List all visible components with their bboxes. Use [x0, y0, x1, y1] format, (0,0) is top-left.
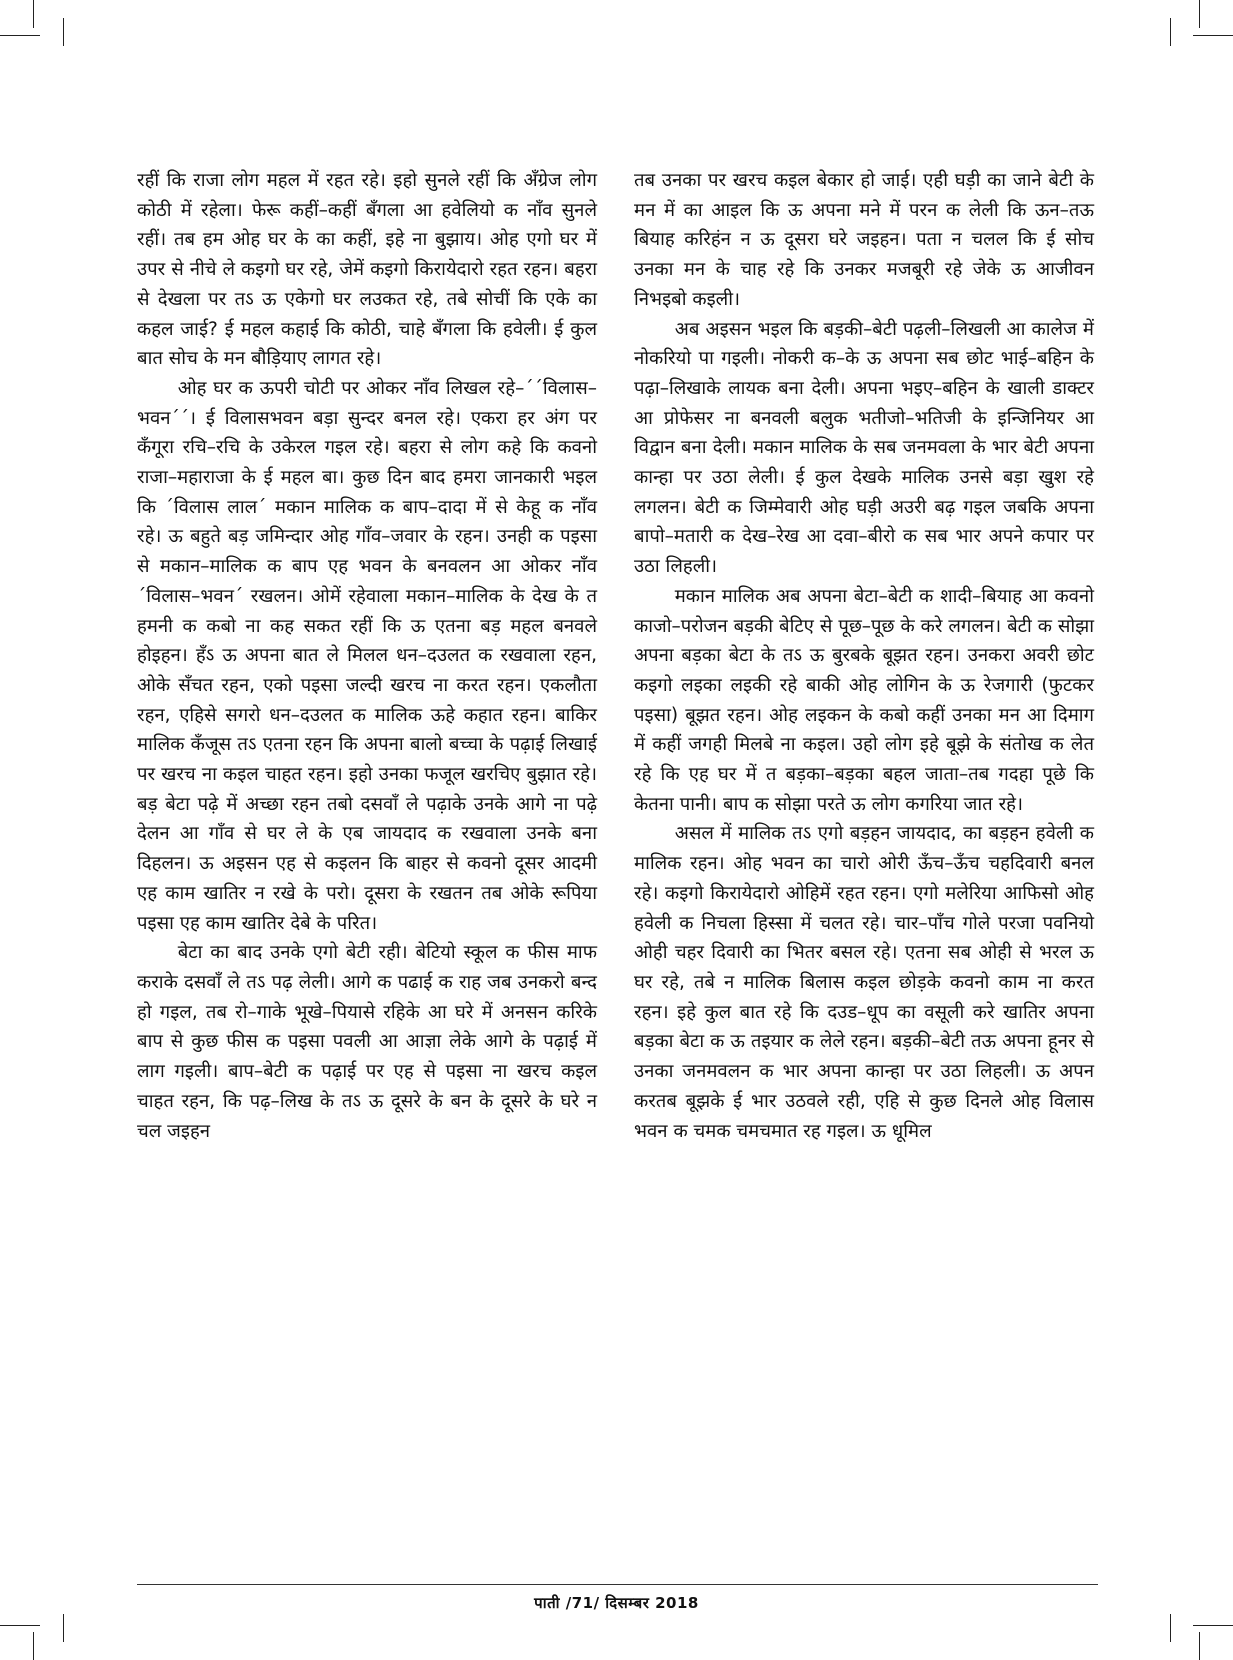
- crop-mark: [1170, 1614, 1171, 1642]
- paragraph: रहीं कि राजा लोग महल में रहत रहे। इहो सुनले रहीं कि अँग्रेज लोग कोठी में रहेला। फेरू कहीं–कहीं बँगला आ हवेलियो क नाँव सुनले रहीं। तब हम ओह घर के का कहीं, इहे ना बुझाय। ओह एगो घर में उपर से नीचे ले कइगो घर रहे, जेमें कइगो किरायेदारो रहत रहन। बहरा से देखला पर तऽ ऊ एकेगो घर लउकत रहे, तबे सोचीं कि एके का कहल जाई? ई महल कहाई कि कोठी, चाहे बँगला कि हवेली। ई कुल बात सोच के मन बौड़ियाए लागत रहे।: [137, 170, 597, 370]
- crop-mark: [33, 1632, 34, 1660]
- crop-mark: [33, 0, 34, 28]
- paragraph: मकान मालिक अब अपना बेटा–बेटी क शादी–बियाह आ कवनो काजो–परोजन बड़की बेटिए से पूछ–पूछ के करे लगलन। बेटी क सोझा अपना बड़का बेटा के तऽ ऊ बुरबके बूझत रहन। उनकरा अवरी छोट कइगो लइका लइकी रहे बाकी ओह लोगिन के ऊ रेजगारी (फुटकर पइसा) बूझत रहन। ओह लइकन के कबो कहीं उनका मन आ दिमाग में कहीं जगही मिलबे ना कइल। उहो लोग इहे बूझे के संतोख क लेत रहे कि एह घर में त बड़का–बड़का बहल जाता–तब गदहा पूछे कि केतना पानी। बाप क सोझा परते ऊ लोग कगरिया जात रहे।: [634, 585, 1094, 815]
- crop-mark: [0, 35, 40, 36]
- page-footer: पाती /71/ दिसम्बर 2018: [534, 1594, 699, 1612]
- crop-mark: [63, 18, 64, 46]
- paragraph: अब अइसन भइल कि बड़की–बेटी पढ़ली–लिखली आ कालेज में नोकरियो पा गइली। नोकरी क–के ऊ अपना सब छोट भाई–बहिन के पढ़ा–लिखाके लायक बना देली। अपना भइए–बहिन के खाली डाक्टर आ प्रोफेसर ना बनवली बलुक भतीजो–भतिजी के इन्जिनियर आ विद्वान बना देली। मकान मालिक के सब जनमवला के भार बेटी अपना कान्हा पर उठा लेली। ई कुल देखके मालिक उनसे बड़ा खुश रहे लगलन। बेटी क जिम्मेवारी ओह घड़ी अउरी बढ़ गइल जबकि अपना बापो–मतारी क देख–रेख आ दवा–बीरो क सब भार अपने कपार पर उठा लिहली।: [634, 318, 1094, 578]
- right-column: [634, 166, 1094, 1146]
- crop-mark: [0, 1625, 40, 1626]
- paragraph: ओह घर क ऊपरी चोटी पर ओकर नाँव लिखल रहे–´´विलास–भवन´´। ई विलासभवन बड़ा सुन्दर बनल रहे। एकरा हर अंग पर कँगूरा रचि–रचि के उकेरल गइल रहे। बहरा से लोग कहे कि कवनो राजा–महाराजा के ई महल बा। कुछ दिन बाद हमरा जानकारी भइल कि ´विलास लाल´ मकान मालिक क बाप–दादा में से केहू क नाँव रहे। ऊ बहुते बड़ जमिन्दार ओह गाँव–जवार के रहन। उनही क पइसा से मकान–मालिक क बाप एह भवन के बनवलन आ ओकर नाँव ´विलास–भवन´ रखलन। ओमें रहेवाला मकान–मालिक के देख के त हमनी क कबो ना कह सकत रहीं कि ऊ एतना बड़ महल बनवले होइहन। हँऽ ऊ अपना बात ले मिलल धन–दउलत क रखवाला रहन, ओके सँचत रहन, एको पइसा जल्दी खरच ना करत रहन। एकलौता रहन, एहिसे सगरो धन–दउलत क मालिक ऊहे कहात रहन। बाकिर मालिक कँजूस तऽ एतना रहन कि अपना बालो बच्चा के पढ़ाई लिखाई पर खरच ना कइल चाहत रहन। इहो उनका फजूल खरचिए बुझात रहे। बड़ बेटा पढ़े में अच्छा रहन तबो दसवाँ ले पढ़ाके उनके आगे ना पढ़े देलन आ गाँव से घर ले के एब जायदाद क रखवाला उनके बना दिहलन। ऊ अइसन एह से कइलन कि बाहर से कवनो दूसर आदमी एह काम खातिर न रखे के परो। दूसरा के रखतन तब ओके रूपिया पइसा एह काम खातिर देबे के परित।: [137, 377, 597, 934]
- crop-mark: [1199, 0, 1200, 28]
- footer-rule: [137, 1584, 1098, 1585]
- crop-mark: [1193, 1625, 1233, 1626]
- paragraph: तब उनका पर खरच कइल बेकार हो जाई। एही घड़ी का जाने बेटी के मन में का आइल कि ऊ अपना मने में परन क लेली कि ऊन–तऊ बियाह करिहंन न ऊ दूसरा घरे जइहन। पता न चलल कि ई सोच उनका मन के चाह रहे कि उनकर मजबूरी रहे जेके ऊ आजीवन निभइबो कइली।: [634, 170, 1094, 310]
- crop-mark: [1193, 35, 1233, 36]
- crop-mark: [1170, 18, 1171, 46]
- crop-mark: [1199, 1632, 1200, 1660]
- paragraph: असल में मालिक तऽ एगो बड़हन जायदाद, का बड़हन हवेली क मालिक रहन। ओह भवन का चारो ओरी ऊँच–ऊँच चहदिवारी बनल रहे। कइगो किरायेदारो ओहिमें रहत रहन। एगो मलेरिया आफिसो ओह हवेली क निचला हिस्सा में चलत रहे। चार–पाँच गोले परजा पवनियो ओही चहर दिवारी का भितर बसल रहे। एतना सब ओही से भरल ऊ घर रहे, तबे न मालिक बिलास कइल छोड़के कवनो काम ना करत रहन। इहे कुल बात रहे कि दउड–धूप का वसूली करे खातिर अपना बड़का बेटा क ऊ तइयार क लेले रहन। बड़की–बेटी तऊ अपना हूनर से उनका जनमवलन क भार अपना कान्हा पर उठा लिहली। ऊ अपन करतब बूझके ई भार उठवले रही, एहि से कुछ दिनले ओह विलास भवन क चमक चमचमात रह गइल। ऊ धूमिल: [634, 823, 1094, 1142]
- paragraph: बेटा का बाद उनके एगो बेटी रही। बेटियो स्कूल क फीस माफ कराके दसवाँ ले तऽ पढ़ लेली। आगे क पढाई क राह जब उनकरो बन्द हो गइल, तब रो–गाके भूखे–पियासे रहिके आ घरे में अनसन करिके बाप से कुछ फीस क पइसा पवली आ आज्ञा लेके आगे के पढ़ाई में लाग गइली। बाप–बेटी क पढ़ाई पर एह से पइसा ना खरच कइल चाहत रहन, कि पढ़–लिख के तऽ ऊ दूसरे के बन के दूसरे के घरे न चल जइहन: [137, 942, 597, 1142]
- crop-mark: [63, 1614, 64, 1642]
- left-column: [137, 166, 597, 1146]
